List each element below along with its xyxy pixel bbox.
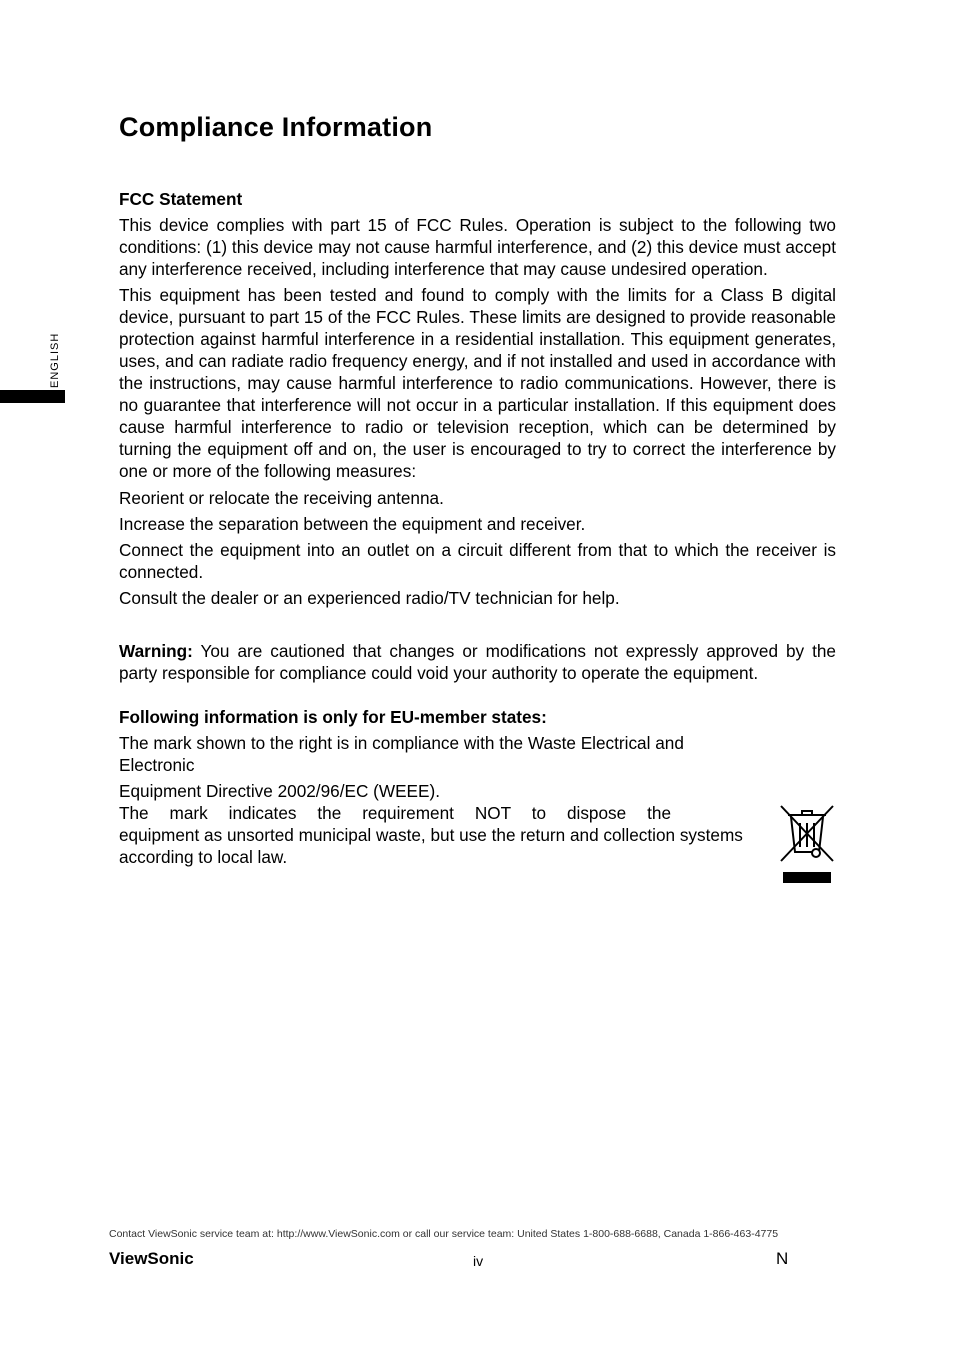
weee-crossed-bin-icon [780, 805, 834, 883]
page-title: Compliance Information [119, 112, 433, 142]
language-tab-bar [0, 390, 65, 403]
warning-paragraph [119, 640, 836, 684]
footer-model: N [776, 1249, 789, 1268]
eu-heading: Following information is only for EU-member states: [119, 707, 547, 727]
warning-label: Warning: [119, 641, 193, 661]
fcc-paragraph-2: This equipment has been tested and found to comply with the limits for a Class B digital device, pursuant to part 15 of the FCC Rules. These limits are designed to provide reasonable protection against harmful interference in a residential installation. This equipment generates, uses, and can radiate radio frequency energy, and if not installed and used in accordance with the instructions, may cause harmful interference to radio communications. However, there is no guarantee that interference will not occur in a particular installation. If this equipment does cause harmful interference to radio or television reception, which can be determined by turning the equipment off and on, the user is encouraged to try to correct the interference by one or more of the following measures: [119, 285, 836, 481]
page-number: iv [473, 1253, 484, 1269]
fcc-measure-2: Increase the separation between the equipment and receiver. [119, 514, 586, 534]
main-content [119, 188, 836, 868]
footer-brand: ViewSonic [109, 1249, 194, 1268]
warning-text: You are cautioned that changes or modifications not expressly approved by the party responsible for compliance could void your authority to operate the equipment. [119, 641, 836, 683]
fcc-measure-1: Reorient or relocate the receiving antenna. [119, 488, 444, 508]
eu-line-1: The mark shown to the right is in compliance with the Waste Electrical and Electronic [119, 733, 684, 775]
footer-contact: Contact ViewSonic service team at: http://www.ViewSonic.com or call our service team: United States 1-800-688-6688, Canada 1-866-463-4775 [109, 1228, 779, 1240]
fcc-heading: FCC Statement [119, 189, 243, 209]
eu-line-4: equipment as unsorted municipal waste, but use the return and collection systems according to local law. [119, 825, 743, 867]
eu-line-3: The mark indicates the requirement NOT to dispose the [119, 803, 671, 823]
fcc-paragraph-1: This device complies with part 15 of FCC Rules. Operation is subject to the following two conditions: (1) this device may not cause harmful interference, and (2) this device must accept any interference received, including interference that may cause undesired operation. [119, 215, 836, 279]
eu-line-2: Equipment Directive 2002/96/EC (WEEE). [119, 781, 440, 801]
eu-text-block [119, 732, 759, 868]
fcc-measure-3: Connect the equipment into an outlet on a circuit different from that to which the receiver is connected. [119, 540, 836, 582]
language-tab-label: ENGLISH [49, 332, 61, 388]
fcc-measure-4: Consult the dealer or an experienced radio/TV technician for help. [119, 588, 620, 608]
